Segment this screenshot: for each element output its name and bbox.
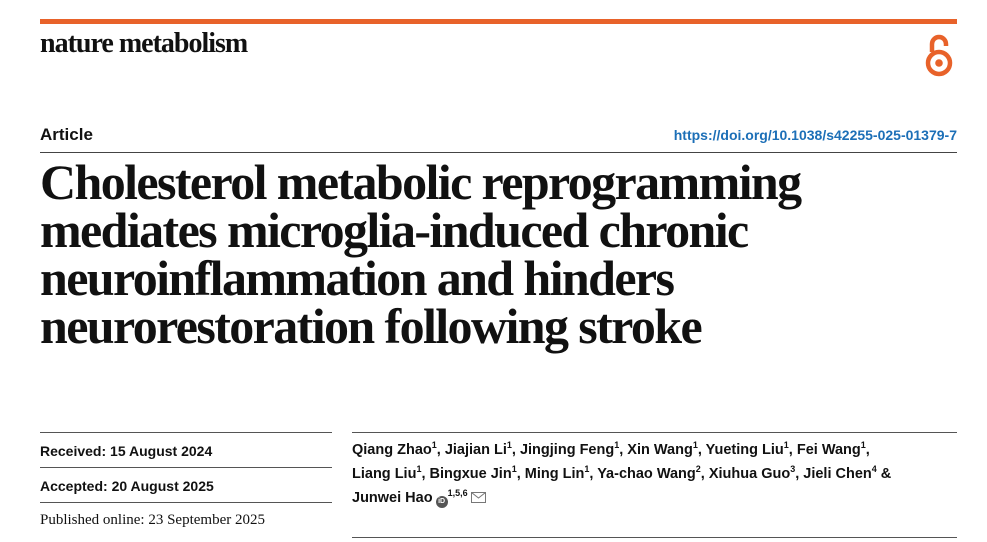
author-affiliation: 1,5,6 bbox=[447, 488, 468, 499]
article-title-line: Cholesterol metabolic reprogramming bbox=[40, 154, 801, 210]
author-name[interactable]: Junwei Hao bbox=[352, 490, 433, 506]
open-access-lock-icon bbox=[924, 32, 954, 78]
author-name[interactable]: Xiuhua Guo bbox=[708, 466, 791, 482]
author-affiliation: 1 bbox=[511, 464, 517, 475]
author-name[interactable]: Liang Liu bbox=[352, 466, 417, 482]
author-name[interactable]: Xin Wang bbox=[627, 442, 693, 458]
author-affiliation: 1 bbox=[783, 440, 789, 451]
author-separator: , bbox=[436, 442, 445, 458]
accepted-date bbox=[40, 479, 214, 493]
author-affiliation: 1 bbox=[860, 440, 866, 451]
author-name[interactable]: Yueting Liu bbox=[705, 442, 784, 458]
journal-accent-bar bbox=[40, 19, 957, 24]
author-name[interactable]: Bingxue Jin bbox=[429, 466, 512, 482]
author-name[interactable]: Qiang Zhao bbox=[352, 442, 432, 458]
author-separator: , bbox=[697, 442, 706, 458]
received-value: 15 August 2024 bbox=[110, 443, 213, 459]
author-line bbox=[352, 486, 957, 510]
author-line bbox=[352, 462, 957, 486]
published-label: Published online: bbox=[40, 512, 145, 528]
article-title-line: mediates microglia-induced chronic bbox=[40, 202, 748, 258]
article-title bbox=[40, 154, 940, 354]
author-separator: , bbox=[795, 466, 804, 482]
author-separator: , bbox=[700, 466, 709, 482]
received-label: Received: bbox=[40, 443, 107, 459]
received-date bbox=[40, 444, 212, 458]
author-separator: , bbox=[589, 466, 598, 482]
author-name[interactable]: Jingjing Feng bbox=[519, 442, 615, 458]
author-affiliation: 1 bbox=[416, 464, 422, 475]
doi-link[interactable]: https://doi.org/10.1038/s42255-025-01379-7 bbox=[673, 127, 957, 143]
orcid-icon[interactable]: iD bbox=[436, 496, 448, 508]
mail-icon[interactable] bbox=[471, 492, 486, 503]
author-line bbox=[352, 438, 957, 462]
dates-divider bbox=[40, 467, 332, 468]
published-value: 23 September 2025 bbox=[148, 512, 265, 528]
author-separator: & bbox=[876, 466, 892, 482]
author-name[interactable]: Jiajian Li bbox=[444, 442, 507, 458]
dates-divider bbox=[40, 502, 332, 503]
author-name[interactable]: Ya-chao Wang bbox=[597, 466, 696, 482]
author-separator: , bbox=[421, 466, 430, 482]
authors-bottom-rule bbox=[352, 537, 957, 538]
article-title-line: neurorestoration following stroke bbox=[40, 298, 702, 354]
author-list bbox=[352, 438, 957, 510]
author-affiliation: 2 bbox=[695, 464, 701, 475]
author-separator: , bbox=[788, 442, 797, 458]
article-title-line: neuroinflammation and hinders bbox=[40, 250, 674, 306]
authors-top-rule bbox=[352, 432, 957, 433]
author-affiliation: 3 bbox=[790, 464, 796, 475]
article-type-label: Article bbox=[40, 125, 93, 144]
author-affiliation: 1 bbox=[506, 440, 512, 451]
dates-top-rule bbox=[40, 432, 332, 433]
accepted-label: Accepted: bbox=[40, 478, 108, 494]
author-name[interactable]: Fei Wang bbox=[796, 442, 861, 458]
author-affiliation: 1 bbox=[692, 440, 698, 451]
author-separator: , bbox=[865, 442, 870, 458]
author-affiliation: 1 bbox=[431, 440, 437, 451]
header-divider bbox=[40, 152, 957, 153]
author-name[interactable]: Ming Lin bbox=[524, 466, 585, 482]
author-affiliation: 1 bbox=[584, 464, 590, 475]
author-separator: , bbox=[511, 442, 520, 458]
author-separator: , bbox=[619, 442, 628, 458]
author-affiliation: 4 bbox=[871, 464, 877, 475]
author-separator: , bbox=[516, 466, 525, 482]
author-name[interactable]: Jieli Chen bbox=[803, 466, 872, 482]
accepted-value: 20 August 2025 bbox=[111, 478, 214, 494]
published-date bbox=[40, 513, 265, 528]
journal-name[interactable]: nature metabolism bbox=[40, 28, 248, 59]
author-affiliation: 1 bbox=[614, 440, 620, 451]
